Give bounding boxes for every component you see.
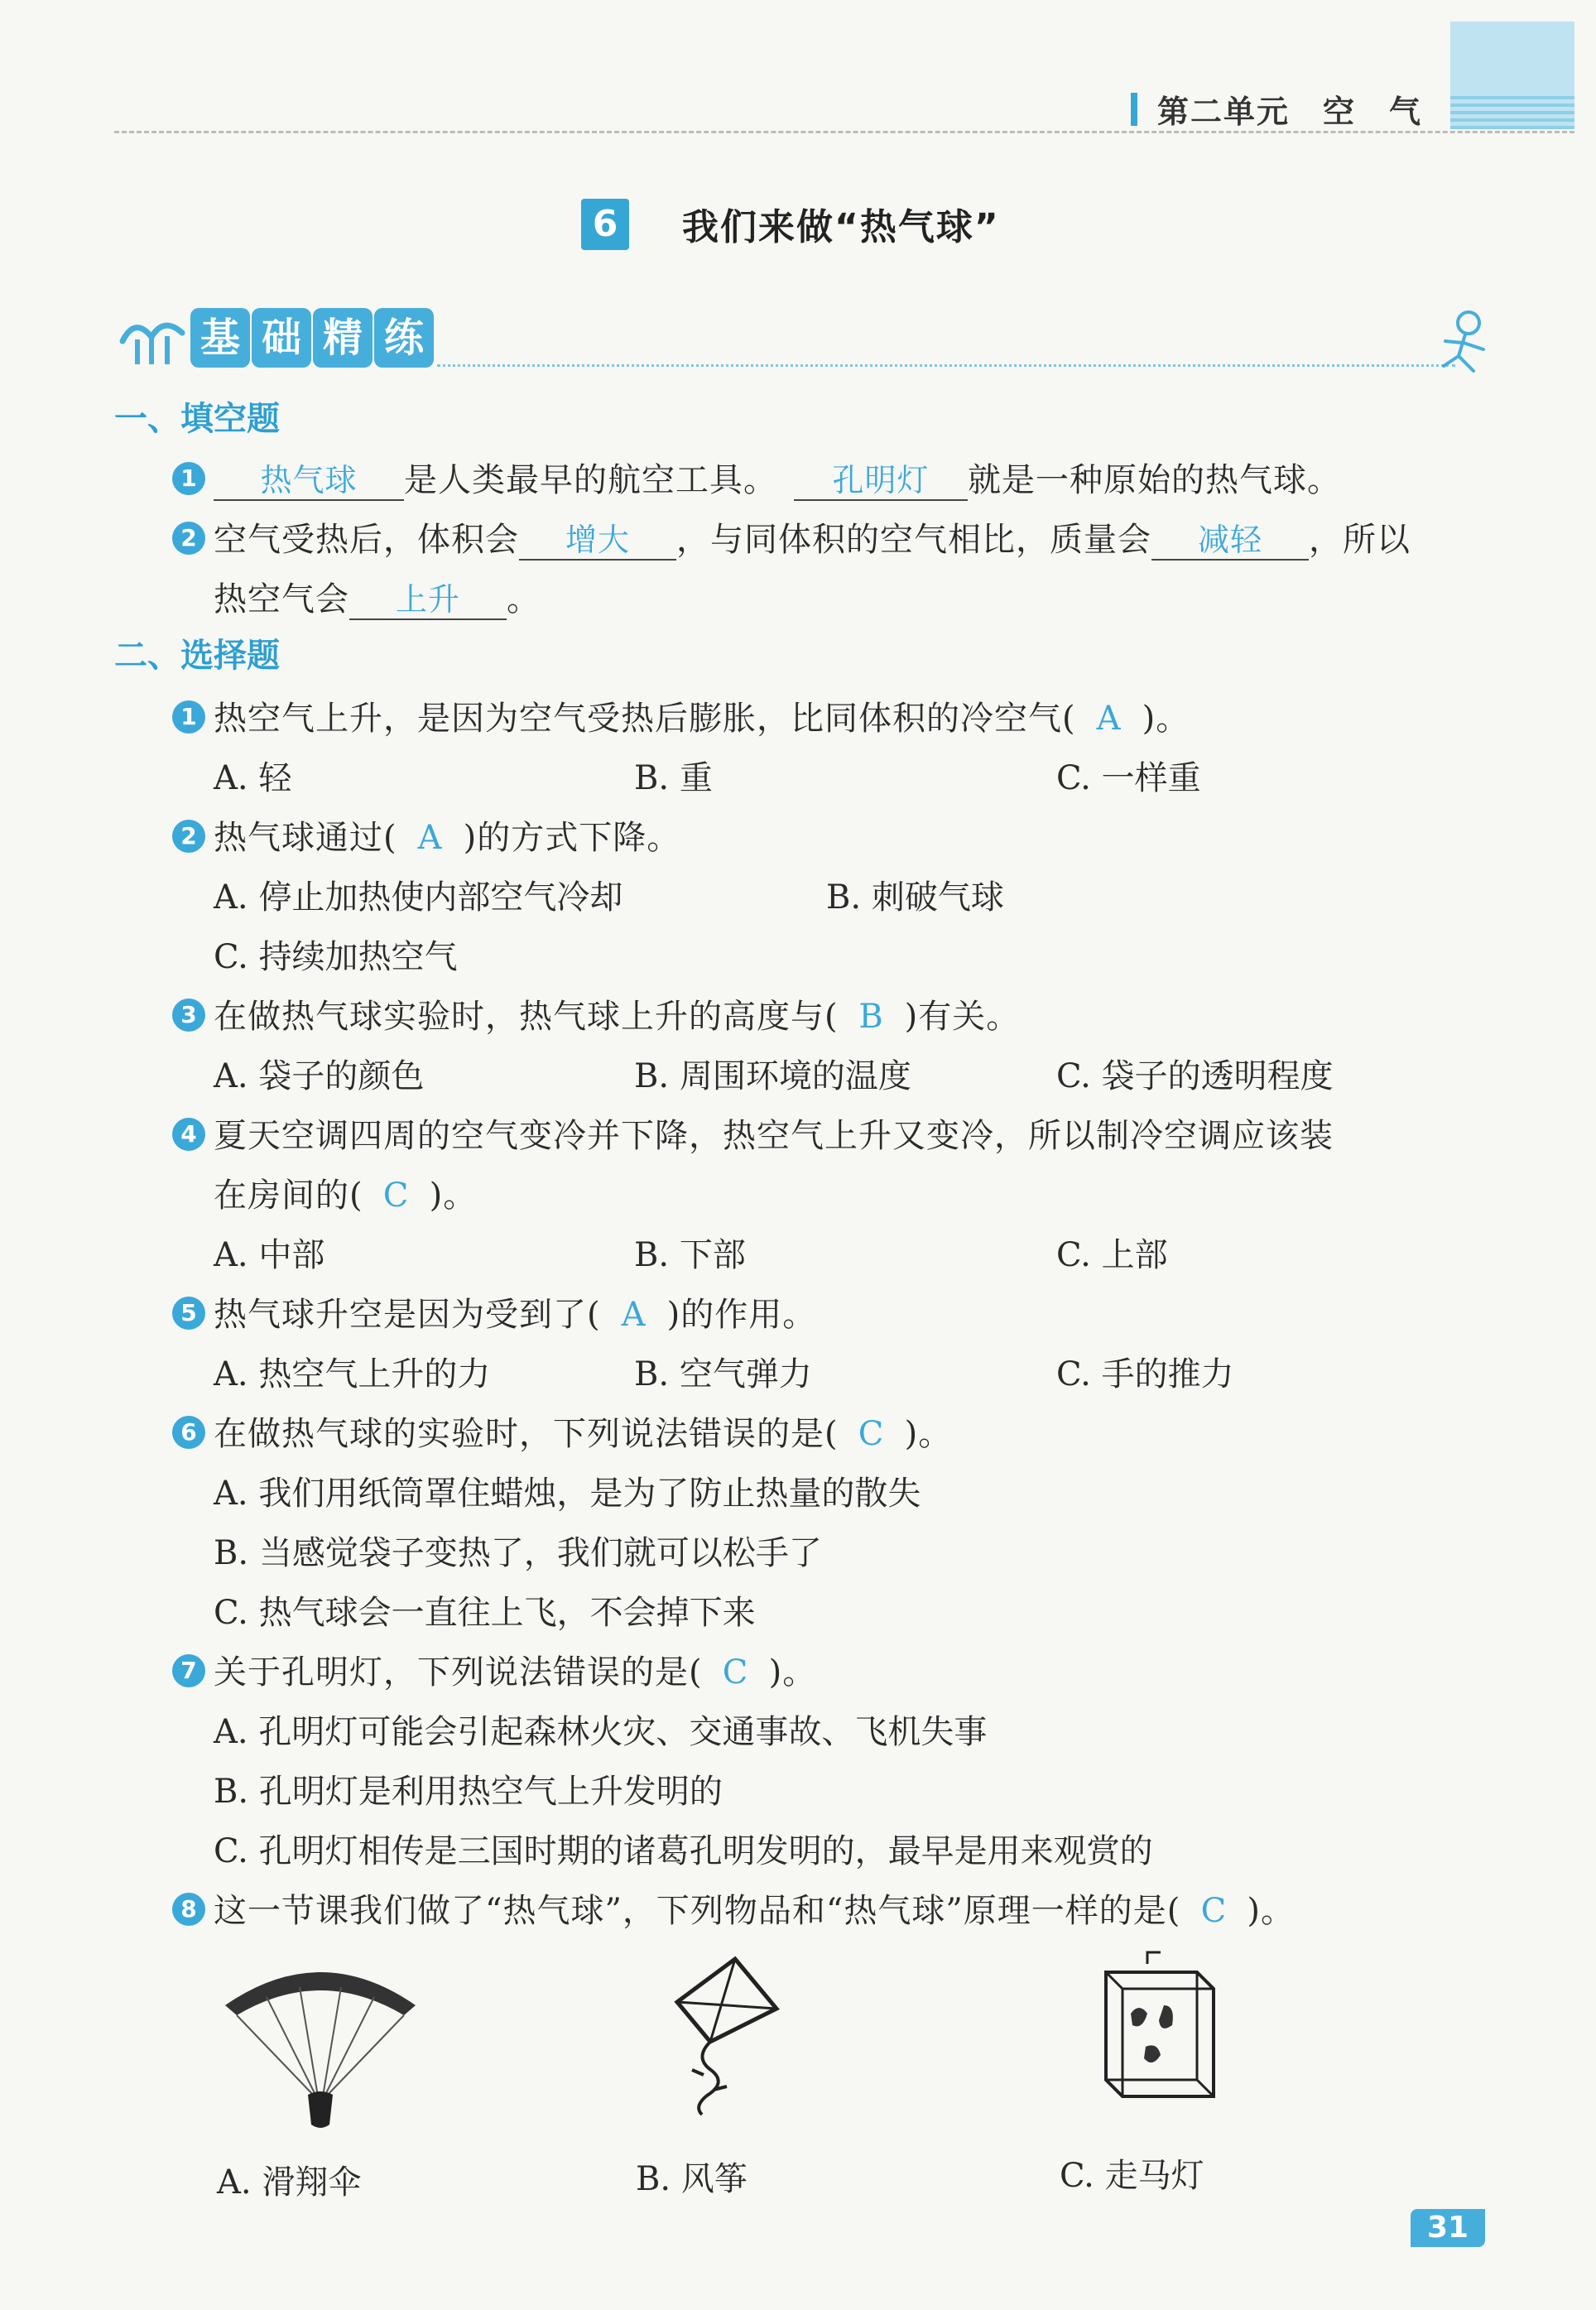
choice-q3-option-a: A. 袋子的颜色 [214,1057,425,1095]
choice-q5-stem [214,1288,816,1335]
choice-q8-text: 这一节课我们做了“热气球”，下列物品和“热气球”原理一样的是( [214,1892,1181,1930]
choice-q2-answer: A [417,819,443,857]
fill-q1-line [214,454,1341,501]
page-number: 31 [1411,2209,1485,2247]
lesson-title: 我们来做“热气球” [682,206,1000,248]
fill-q2-blank1: 增大 [519,521,676,561]
choice-q8-option-a: A. 滑翔伞 [217,2163,362,2202]
choice-q5-end: )的作用。 [666,1296,817,1334]
choice-q7-end: )。 [768,1653,817,1692]
choice-q1-end: )。 [1142,700,1190,738]
choice-q5-answer: A [621,1296,647,1334]
choice-q1-option-b: B. 重 [634,759,713,797]
fill-q2-text5: 。 [507,580,541,618]
choice-q4-option-b: B. 下部 [634,1236,746,1274]
choice-section-heading: 二、选择题 [114,637,280,675]
banner-char-4: 练 [374,308,434,368]
header-divider [114,131,1574,133]
fill-q1-number: 1 [172,462,205,495]
fill-section-heading: 一、填空题 [114,400,280,438]
choice-q6-text: 在做热气球的实验时，下列说法错误的是( [214,1415,839,1453]
fill-q2-line1 [214,513,1411,561]
fill-q1-blank1: 热气球 [214,461,404,501]
choice-q2-number: 2 [172,820,205,853]
choice-q2-option-b: B. 刺破气球 [826,878,1004,917]
choice-q1-answer: A [1096,700,1122,738]
revolving-lantern-picture [1081,1947,1230,2113]
choice-q7-option-b: B. 孔明灯是利用热空气上升发明的 [214,1773,723,1811]
choice-q3-option-c: C. 袋子的透明程度 [1056,1057,1334,1095]
choice-q3-option-b: B. 周围环境的温度 [634,1057,911,1095]
choice-q6-number: 6 [172,1416,205,1449]
choice-q4-text2: 在房间的( [214,1177,363,1215]
header-stripes [1450,96,1574,129]
choice-q8-option-c: C. 走马灯 [1060,2157,1204,2195]
choice-q7-text: 关于孔明灯，下列说法错误的是( [214,1653,703,1692]
choice-q1-number: 1 [172,700,205,734]
choice-q4-option-a: A. 中部 [214,1236,325,1274]
choice-q6-answer: C [858,1415,885,1453]
choice-q3-number: 3 [172,999,205,1032]
choice-q8-number: 8 [172,1893,205,1926]
banner-dotted-line [437,364,1455,367]
fill-q2-text1: 空气受热后，体积会 [214,521,519,559]
choice-q2-option-a: A. 停止加热使内部空气冷却 [214,878,623,917]
choice-q5-number: 5 [172,1297,205,1330]
paraglider-picture [217,1947,424,2138]
choice-q5-text: 热气球升空是因为受到了( [214,1296,601,1334]
choice-q6-stem [214,1408,952,1455]
choice-q3-stem [214,990,1020,1037]
kite-picture [652,1951,793,2116]
choice-q8-end: )。 [1247,1892,1296,1930]
choice-q7-option-a: A. 孔明灯可能会引起森林火灾、交通事故、飞机失事 [214,1713,988,1751]
fill-q2-text3: ，所以 [1309,521,1411,559]
choice-q1-stem [214,692,1190,739]
choice-q1-text: 热空气上升，是因为空气受热后膨胀，比同体积的冷空气( [214,700,1076,738]
banner-char-3: 精 [313,308,373,368]
choice-q4-number: 4 [172,1118,205,1151]
choice-q3-end: )有关。 [904,998,1021,1036]
choice-q3-answer: B [858,998,884,1036]
choice-q6-option-a: A. 我们用纸筒罩住蜡烛，是为了防止热量的散失 [214,1475,921,1513]
choice-q5-option-c: C. 手的推力 [1056,1355,1234,1393]
choice-q7-answer: C [722,1653,749,1692]
fill-q2-number: 2 [172,522,205,555]
choice-q4-answer: C [382,1177,410,1215]
choice-q7-number: 7 [172,1654,205,1687]
header-accent-bar [1131,93,1137,126]
choice-q2-option-c: C. 持续加热空气 [214,938,458,976]
fill-q2-blank2: 减轻 [1151,521,1309,561]
choice-q5-option-a: A. 热空气上升的力 [214,1355,491,1393]
choice-q7-option-c: C. 孔明灯相传是三国时期的诸葛孔明发明的，最早是用来观赏的 [214,1832,1153,1870]
fill-q2-text4: 热空气会 [214,580,349,618]
choice-q8-option-b: B. 风筝 [636,2160,748,2198]
choice-q4-stem2 [214,1169,477,1216]
choice-q6-option-c: C. 热气球会一直往上飞，不会掉下来 [214,1594,756,1632]
choice-q8-answer: C [1200,1892,1228,1930]
choice-q2-stem [214,811,680,859]
fill-q1-blank2: 孔明灯 [794,461,968,501]
choice-q4-option-c: C. 上部 [1056,1236,1168,1274]
unit-title: 第二单元 空 气 [1157,94,1423,130]
banner-char-1: 基 [190,308,250,368]
choice-q2-text: 热气球通过( [214,819,397,857]
choice-q7-stem [214,1646,816,1693]
choice-q3-text: 在做热气球实验时，热气球上升的高度与( [214,998,839,1036]
sprout-icon [114,308,189,366]
lesson-number: 6 [581,199,629,250]
choice-q1-option-a: A. 轻 [214,759,292,797]
running-figure-icon [1425,308,1500,383]
choice-q5-option-b: B. 空气弹力 [634,1355,812,1393]
choice-q6-option-b: B. 当感觉袋子变热了，我们就可以松手了 [214,1534,822,1572]
fill-q2-blank3: 上升 [349,580,507,620]
fill-q2-text2: ，与同体积的空气相比，质量会 [676,521,1151,559]
fill-q1-text2: 就是一种原始的热气球。 [968,461,1341,499]
banner-char-2: 础 [252,308,311,368]
choice-q4-stem1: 夏天空调四周的空气变冷并下降，热空气上升又变冷，所以制冷空调应该装 [214,1117,1334,1155]
choice-q2-end: )的方式下降。 [463,819,681,857]
fill-q1-text1: 是人类最早的航空工具。 [404,461,777,499]
choice-q1-option-c: C. 一样重 [1056,759,1201,797]
choice-q6-end: )。 [904,1415,953,1453]
fill-q2-line2 [214,573,541,620]
choice-q8-stem [214,1884,1295,1932]
choice-q4-end: )。 [429,1177,478,1215]
